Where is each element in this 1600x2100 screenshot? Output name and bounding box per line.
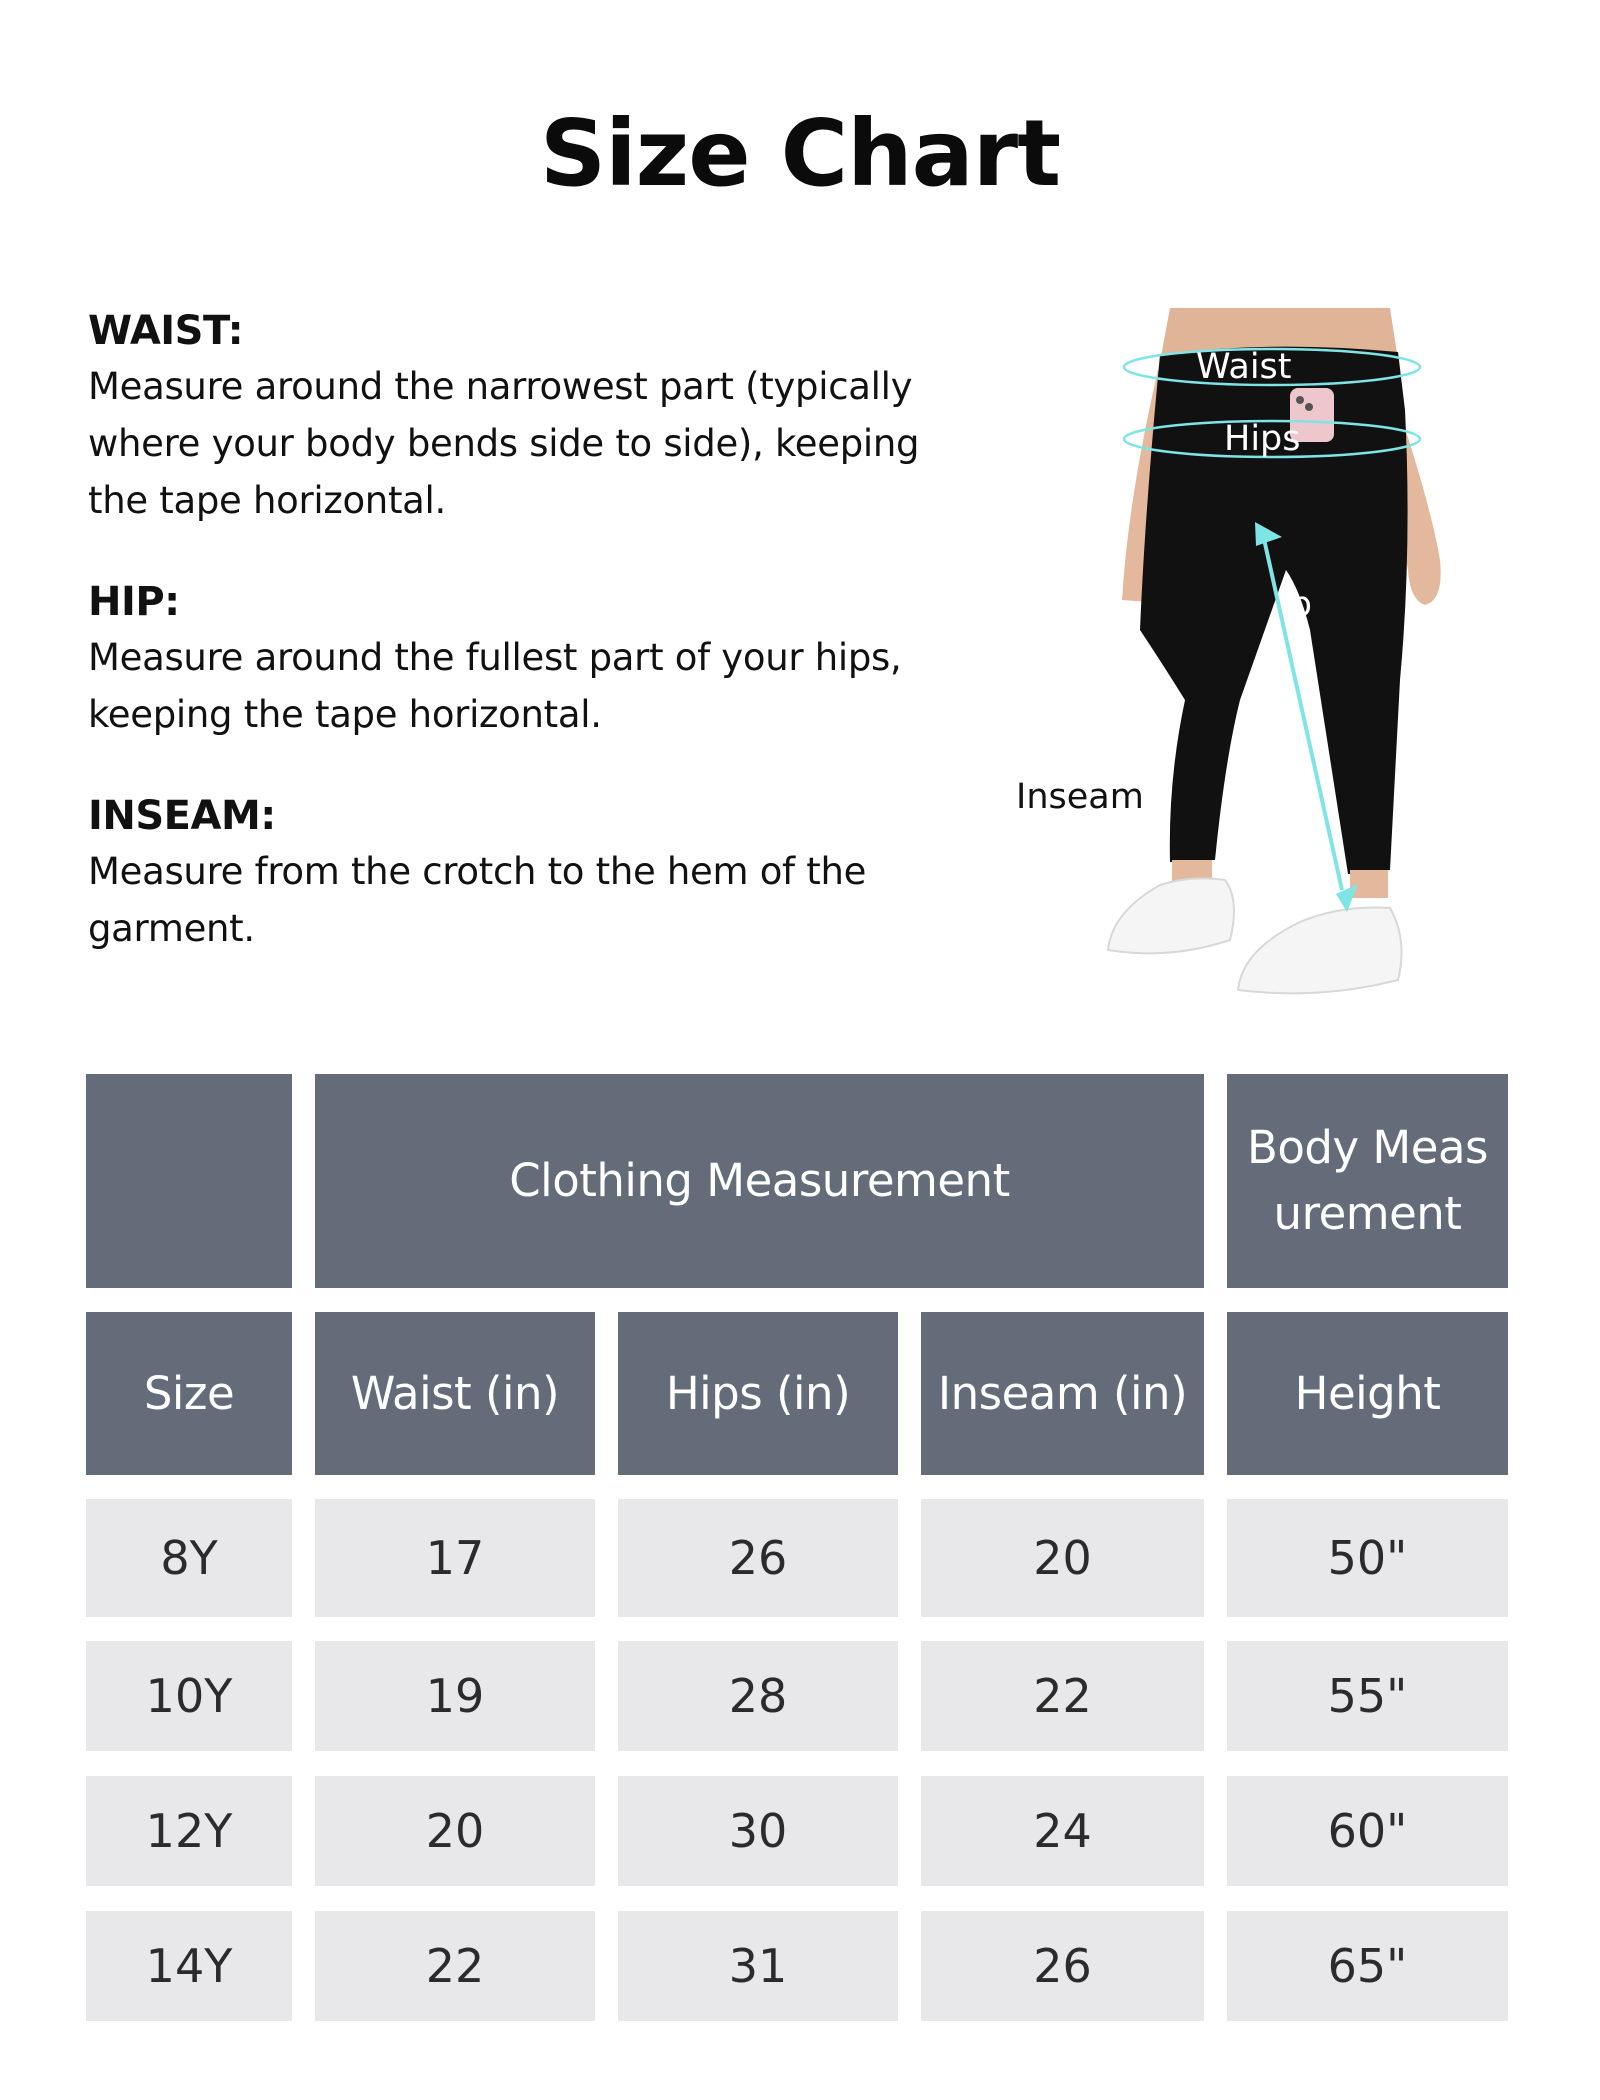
column-header-inseam: Inseam (in) [921,1312,1204,1475]
inseam-cell: 26 [921,1911,1204,2021]
inseam-cell: 24 [921,1776,1204,1886]
size-cell: 12Y [86,1776,292,1886]
hips-cell: 30 [618,1776,898,1886]
height-cell: 60" [1227,1776,1508,1886]
hip-text: Measure around the fullest part of your hips, keeping the tape horizontal. [88,636,902,736]
leggings-illustration [1010,300,1480,1010]
height-cell: 50" [1227,1499,1508,1617]
inseam-text: Measure from the crotch to the hem of the garment. [88,850,867,950]
waist-instruction [88,308,988,529]
figure-inseam-label: Inseam [1016,777,1144,817]
inseam-cell: 20 [921,1499,1204,1617]
hips-cell: 31 [618,1911,898,2021]
waist-cell: 22 [315,1911,595,2021]
size-cell: 14Y [86,1911,292,2021]
height-cell: 65" [1227,1911,1508,2021]
figure-hip-fragment-label: ip [1280,585,1312,625]
clothing-measurement-header: Clothing Measurement [315,1074,1204,1288]
waist-cell: 19 [315,1641,595,1751]
leggings-figure [1010,300,1480,1010]
body-measurement-header: Body Measurement [1247,1121,1488,1240]
inseam-instruction [88,793,988,957]
hips-cell: 28 [618,1641,898,1751]
hip-instruction [88,579,988,743]
inseam-heading: INSEAM: [88,793,276,839]
waist-heading: WAIST: [88,308,244,354]
hips-cell: 26 [618,1499,898,1617]
measurement-instructions [88,308,988,1007]
figure-waist-label: Waist [1196,347,1292,387]
waist-cell: 17 [315,1499,595,1617]
inseam-cell: 22 [921,1641,1204,1751]
waist-cell: 20 [315,1776,595,1886]
height-cell: 55" [1227,1641,1508,1751]
body-measurement-header-cell [1227,1074,1508,1288]
hip-heading: HIP: [88,579,180,625]
column-header-hips: Hips (in) [618,1312,898,1475]
size-cell: 10Y [86,1641,292,1751]
column-header-size: Size [86,1312,292,1475]
corner-header-cell [86,1074,292,1288]
size-cell: 8Y [86,1499,292,1617]
page-title: Size Chart [539,100,1061,207]
figure-hips-label: Hips [1224,419,1301,459]
waist-text: Measure around the narrowest part (typically where your body bends side to side), keeping the tape horizontal. [88,365,920,522]
column-header-height: Height [1227,1312,1508,1475]
column-header-waist: Waist (in) [315,1312,595,1475]
